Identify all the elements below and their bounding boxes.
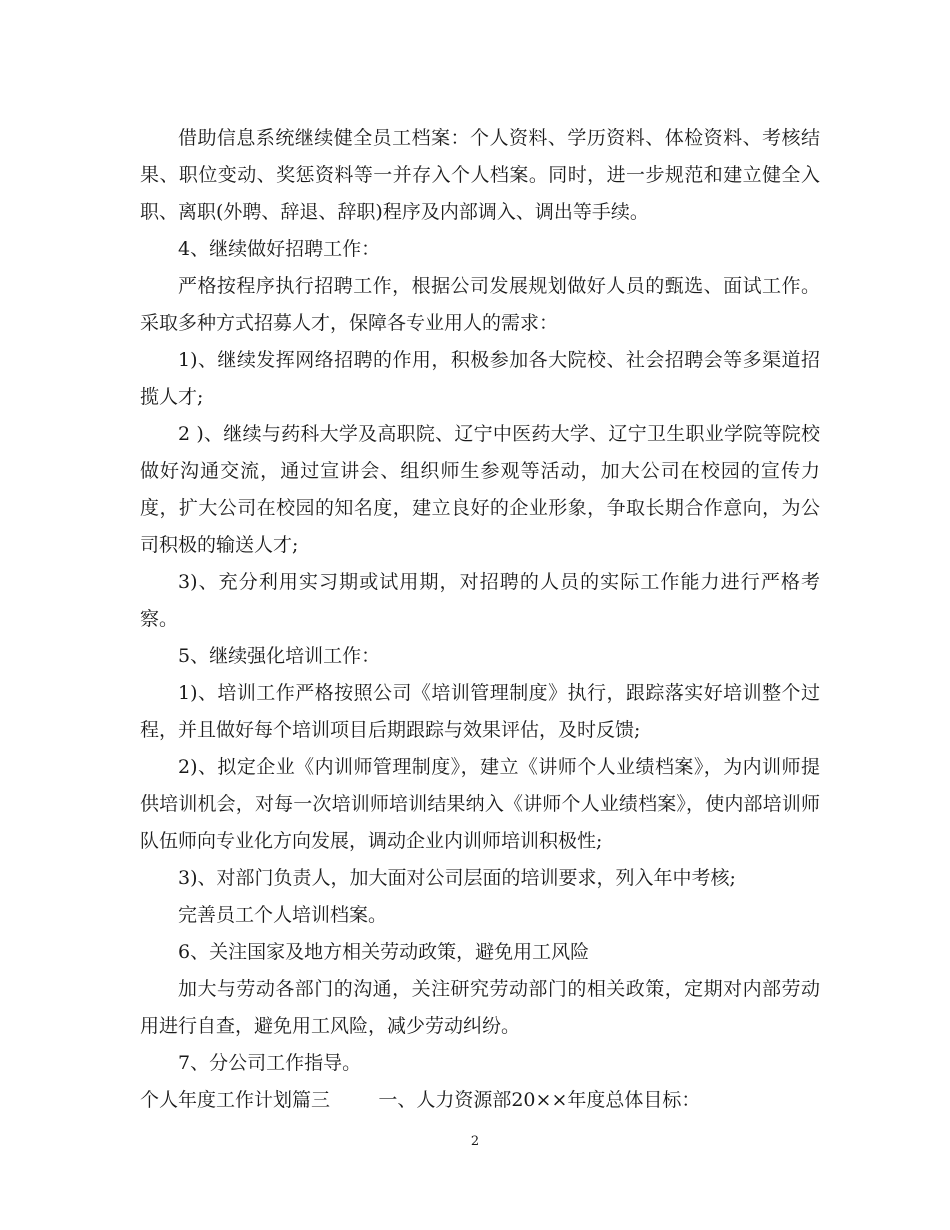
paragraph-training-item-2: 2)、拟定企业《内训师管理制度》，建立《讲师个人业绩档案》，为内训师提供培训机会，对每一次培训师培训结果纳入《讲师个人业绩档案》，使内部培训师队伍师向专业化方向发展，调动企业内训师培训积极性; [140, 756, 820, 852]
paragraph-recruitment-item-2: 2 )、继续与药科大学及高职院、辽宁中医药大学、辽宁卫生职业学院等院校做好沟通交流，通过宣讲会、组织师生参观等活动，加大公司在校园的宣传力度，扩大公司在校园的知名度，建立良好的企业形象，争取长期合作意向，为公司积极的输送人才; [140, 423, 820, 556]
paragraph-recruitment-item-3: 3)、充分利用实习期或试用期，对招聘的人员的实际工作能力进行严格考察。 [140, 571, 820, 630]
section-title-left: 个人年度工作计划篇三 [140, 1089, 331, 1111]
heading-labor-policy: 6、关注国家及地方相关劳动政策，避免用工风险 [178, 941, 590, 963]
paragraph-labor-policy: 加大与劳动各部门的沟通，关注研究劳动部门的相关政策，定期对内部劳动用进行自查，避免用工风险，减少劳动纠纷。 [140, 978, 820, 1037]
heading-branch-guidance: 7、分公司工作指导。 [178, 1052, 362, 1074]
paragraph-recruitment-item-1: 1)、继续发挥网络招聘的作用，积极参加各大院校、社会招聘会等多渠道招揽人才; [140, 349, 820, 408]
section-title-line [140, 1082, 820, 1119]
paragraph-employee-records: 借助信息系统继续健全员工档案：个人资料、学历资料、体检资料、考核结果、职位变动、奖惩资料等一并存入个人档案。同时，进一步规范和建立健全入职、离职(外聘、辞退、辞职)程序及内部调入、调出等手续。 [140, 127, 820, 223]
paragraph-training-records: 完善员工个人培训档案。 [178, 904, 388, 926]
paragraph-training-item-1: 1)、培训工作严格按照公司《培训管理制度》执行，跟踪落实好培训整个过程，并且做好每个培训项目后期跟踪与效果评估，及时反馈; [140, 682, 820, 741]
section-title-right: 一、人力资源部20××年度总体目标： [378, 1089, 701, 1111]
heading-recruitment: 4、继续做好招聘工作： [178, 238, 381, 260]
paragraph-recruitment-process: 严格按程序执行招聘工作，根据公司发展规划做好人员的甄选、面试工作。采取多种方式招募人才，保障各专业用人的需求： [140, 275, 820, 334]
page-number: 2 [470, 1134, 480, 1149]
document-body [140, 120, 820, 1119]
heading-training: 5、继续强化培训工作： [178, 645, 381, 667]
paragraph-training-item-3: 3)、对部门负责人，加大面对公司层面的培训要求，列入年中考核; [178, 867, 736, 889]
